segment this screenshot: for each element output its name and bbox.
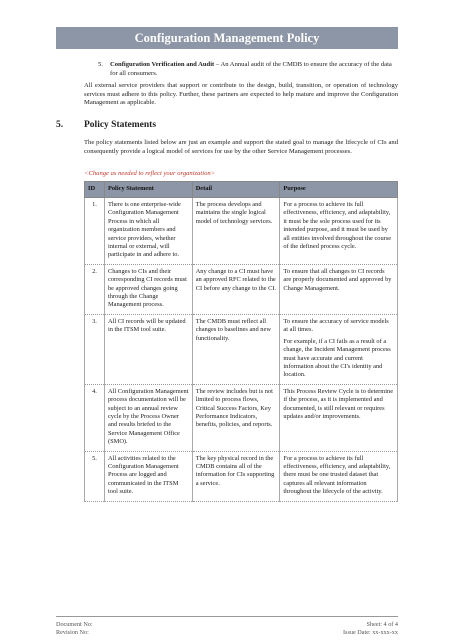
table-row bbox=[85, 384, 398, 451]
row-id: 4. bbox=[85, 384, 105, 451]
row-id: 1. bbox=[85, 198, 105, 265]
purpose-text: For a process to achieve its full effectiveness, efficiency, and adaptability, there must be one trusted dataset that captures all relevant information throughout the lifecycle of the activity. bbox=[283, 454, 391, 496]
purpose-text: To ensure that all changes to CI records are properly documented and approved by Change Management. bbox=[283, 267, 392, 292]
purpose-text: This Process Review Cycle is to determine if the process, as it is implemented and documented, is still relevant or requires updates and/or improvements. bbox=[283, 387, 394, 420]
row-detail: The CMDB must reflect all changes to baselines and new functionality. bbox=[192, 314, 280, 384]
header-policy-statement: Policy Statement bbox=[104, 182, 192, 198]
table-row bbox=[85, 198, 398, 265]
row-purpose bbox=[280, 198, 398, 265]
row-statement: All CI records will be updated in the ITSM tool suite. bbox=[104, 314, 192, 384]
row-id: 5. bbox=[85, 451, 105, 501]
header-purpose: Purpose bbox=[280, 182, 398, 198]
issue-date: Issue Date: xx-xxx-xx bbox=[343, 629, 398, 636]
row-id: 3. bbox=[85, 314, 105, 384]
sheet-number: Sheet: 4 of 4 bbox=[366, 621, 398, 628]
row-id: 2. bbox=[85, 264, 105, 314]
document-number: Document No: bbox=[56, 621, 93, 628]
item-number: 5. bbox=[98, 61, 103, 68]
row-detail: The process develops and maintains the single logical model of technology services. bbox=[192, 198, 280, 265]
page-title-banner: Configuration Management Policy bbox=[56, 27, 398, 49]
section-heading bbox=[56, 120, 156, 130]
section-title: Policy Statements bbox=[84, 120, 157, 130]
header-id: ID bbox=[85, 182, 105, 198]
row-purpose bbox=[280, 384, 398, 451]
purpose-text: To ensure the accuracy of service models at all times. bbox=[283, 317, 389, 334]
section-paragraph: The policy statements listed below are just an example and support the stated goal to manage the lifecycle of CIs and consequently provide a logical model of services for use by the other Service Management processes. bbox=[84, 139, 398, 155]
numbered-item bbox=[98, 61, 398, 78]
footer-left bbox=[56, 621, 93, 637]
row-detail: The key physical record in the CMDB contains all of the information for CIs supporting a service. bbox=[192, 451, 280, 501]
policy-table bbox=[84, 181, 398, 502]
table-row bbox=[85, 264, 398, 314]
intro-paragraph: All external service providers that support or contribute to the design, build, transition, or operation of technology services must adhere to this policy. Further, these partners are expected to help mature and improve the Configuration Management as applicable. bbox=[84, 82, 398, 107]
row-statement: All Configuration Management process documentation will be subject to an annual review cycle by the Process Owner and results briefed to the Service Management Office (SMO). bbox=[104, 384, 192, 451]
row-purpose bbox=[280, 264, 398, 314]
table-row bbox=[85, 451, 398, 501]
row-detail: The review includes but is not limited to process flows, Critical Success Factors, Key Performance Indicators, benefits, policies, and reports. bbox=[192, 384, 280, 451]
item-text bbox=[110, 61, 398, 78]
item-title: Configuration Verification and Audit bbox=[110, 61, 215, 68]
customization-note: <Change as needed to reflect your organization> bbox=[84, 170, 216, 177]
footer-right bbox=[343, 621, 398, 637]
table-row bbox=[85, 314, 398, 384]
header-detail: Detail bbox=[192, 182, 280, 198]
row-purpose bbox=[280, 451, 398, 501]
row-statement: Changes to CIs and their corresponding CI records must be approved changes going through the Change Management process. bbox=[104, 264, 192, 314]
row-statement: There is one enterprise-wide Configuration Management Process in which all organization members and service providers, whether internal or external, will participate in and adhere to. bbox=[104, 198, 192, 265]
row-purpose bbox=[280, 314, 398, 384]
row-detail: Any change to a CI must have an approved RFC related to the CI before any change to the CI. bbox=[192, 264, 280, 314]
row-statement: All activities related to the Configuration Management Process are logged and communicated in the ITSM tool suite. bbox=[104, 451, 192, 501]
section-number: 5. bbox=[56, 120, 64, 130]
page-footer bbox=[56, 616, 398, 636]
revision-number: Revision No: bbox=[56, 629, 89, 636]
purpose-text: For example, if a CI fails as a result of a change, the Incident Management process must have accurate and current information about the CI's identity and location. bbox=[283, 337, 391, 379]
purpose-text: For a process to achieve its full effectiveness, efficiency, and adaptability, it must be the sole process used for its intended purpose, and it must be used by all entities involved throughout the course of the defined process cycle. bbox=[283, 201, 392, 251]
table-header-row bbox=[85, 182, 398, 198]
item-description: – An Annual audit of the CMDB to ensure the accuracy of the data for all consumers. bbox=[110, 61, 392, 77]
